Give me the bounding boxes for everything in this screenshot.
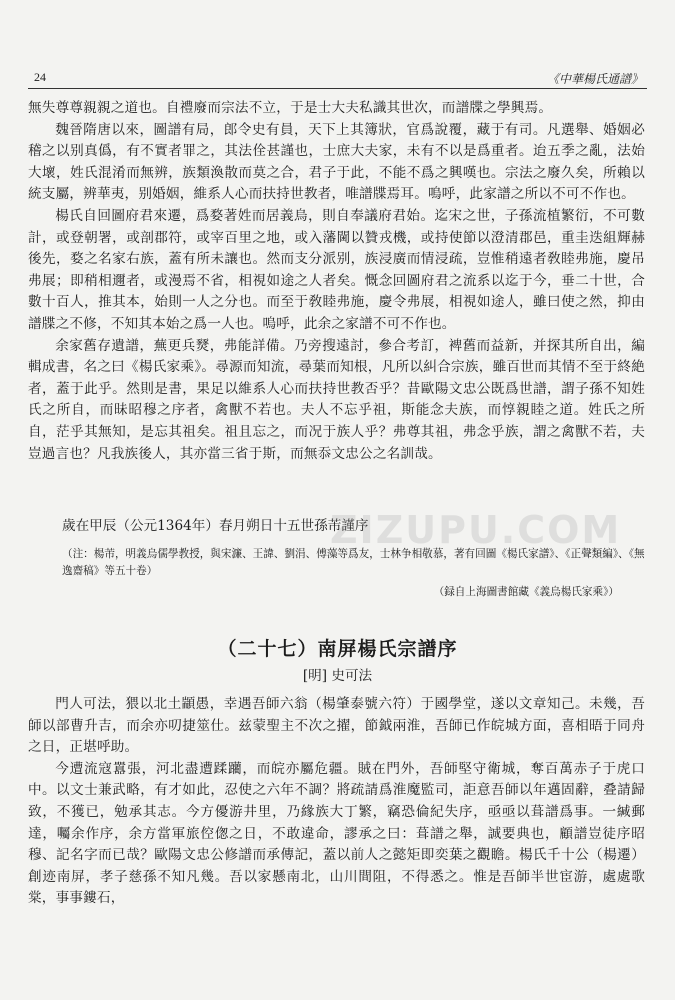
source-citation: （録自上海圖書館藏《義烏楊氏家乘》） <box>433 586 619 598</box>
page-number: 24 <box>34 70 46 84</box>
running-title: 《中華楊氏通譜》 <box>546 72 643 86</box>
paragraph: 魏晉隋唐以來，圖譜有局，郎令史有員，天下上其簿狀，官爲說覆，藏于有司。凡選舉、婚姻必稽之以别真僞，有不實者罪之，其法佺甚謹也，士庶大夫家，未有不以是爲重者。迨五季之亂，法始大壞，姓氏混淆而無辨，族類渙散而莫之合，君子于此，不能不爲之興嘆也。宗法之廢久矣，所賴以統支屬，辨華夷，别婚姻，維系人心而扶持世教者，唯譜牒焉耳。嗚呼，此家譜之所以不可不作也。 <box>28 121 645 203</box>
date-line: 歲在甲辰（公元1364年）春月朔日十五世孫芾謹序 <box>62 518 369 534</box>
watermark: ZIZUPU.COM <box>330 508 622 552</box>
section-title: （二十七）南屏楊氏宗譜序 <box>217 638 458 660</box>
paragraph: 無失尊尊親親之道也。自禮廢而宗法不立，于是士大夫私識其世次，而譜牒之學興焉。 <box>28 100 553 116</box>
author-line: [明] 史可法 <box>302 668 373 684</box>
paragraph: 門人可法，猥以北土顓愚，幸遇吾師六翁（楊肇泰號六符）于國學堂，遂以文章知己。未幾，吾師以部曹升吉，而余亦叨捷筮仕。兹蒙聖主不次之擢，節鉞兩淮，吾師已作皖城方面，喜相晤于同舟之日，正堪呼助。 <box>28 696 645 756</box>
preface-body-2 <box>28 694 645 910</box>
author-note: （注：楊芾，明義烏儒學教授，與宋濂、王諱、劉涓、傅藻等爲友，士林争相敬慕，著有回圖《楊氏家譜》、《正聲類編》、《無逸齋稿》等五十卷） <box>62 548 645 577</box>
paragraph: 楊氏自回圖府君來遷，爲婺著姓而居義烏，則自奉議府君始。迄宋之世，子孫流植繁衍，不可數計，或登朝署，或剖郡符，或宰百里之地，或入藩閫以贊戎機，或持使節以澄清郡邑，重圭迭組輝赫後先，婺之名家右族，蓋有所未讓也。然而支分派别，族浸廣而情浸疏，豈惟稍遠者敎睦弗施，慶吊弗展；即稍相邇者，或漫焉不省，相視如途之人者矣。慨念回圖府君之流系以迄于今，垂二十世，合數十百人，推其本，始則一人之分也。而至于敎睦弗施，慶令弗展，相視如途人，雖曰使之然，抑由譜牒之不修，不知其本始之爲一人也。嗚呼，此余之家譜不可不作也。 <box>28 207 645 332</box>
page-header <box>28 70 647 89</box>
paragraph: 余家舊存遺譜，蕪更兵燹，弗能詳備。乃旁搜遠討，參合考訂，裨舊而益新，并探其所自出，編輯成書，名之曰《楊氏家乘》。尋源而知流，尋葉而知根，凡所以糾合宗族，雖百世而其情不至于終絶者，蓋于此乎。然則是書，果足以維系人心而扶持世教否乎？昔歐陽文忠公既爲世譜，謂子孫不知姓氏之所自，而昧昭穆之序者，禽獸不若也。夫人不忘乎祖，斯能念夫族，而惇親睦之道。姓氏之所自，茫乎其無知，是忘其祖矣。祖且忘之，而况于族人乎？弗尊其祖，弗念乎族，謂之禽獸不若，夫豈過言也？凡我族後人，其亦當三省于斯，而無忝文忠公之名訓哉。 <box>28 337 645 462</box>
paragraph: 今遭流寇囂張，河北盡遭蹂躪，而皖亦屬危疆。賊在門外，吾師堅守衛城，奪百萬赤子于虎口中。以文士兼武略，有才如此，忍使之六年不調？將疏請爲淮魔監司，詎意吾師以年邁固辭，叠請歸致，不獲已，勉承其志。今方優游井里，乃緣族大丁繁，竊恐倫紀失序，亟亟以葺譜爲事。一緘郵達，囑余作序，余方當軍旅倥偬之日，不敢違命，謬承之曰：葺譜之舉，誠要典也，顧譜豈徒序昭穆、記名字而已哉？歐陽文忠公修譜而承傳記，蓋以前人之懿矩即奕葉之觀瞻。楊氏千十公（楊遷）創迹南屏，孝子慈孫不知凡幾。吾以家懸南北，山川間阻，不得悉之。惟是吾師半世宦游，處處歌棠，事事鏤石， <box>28 760 645 907</box>
preface-body <box>28 98 645 465</box>
